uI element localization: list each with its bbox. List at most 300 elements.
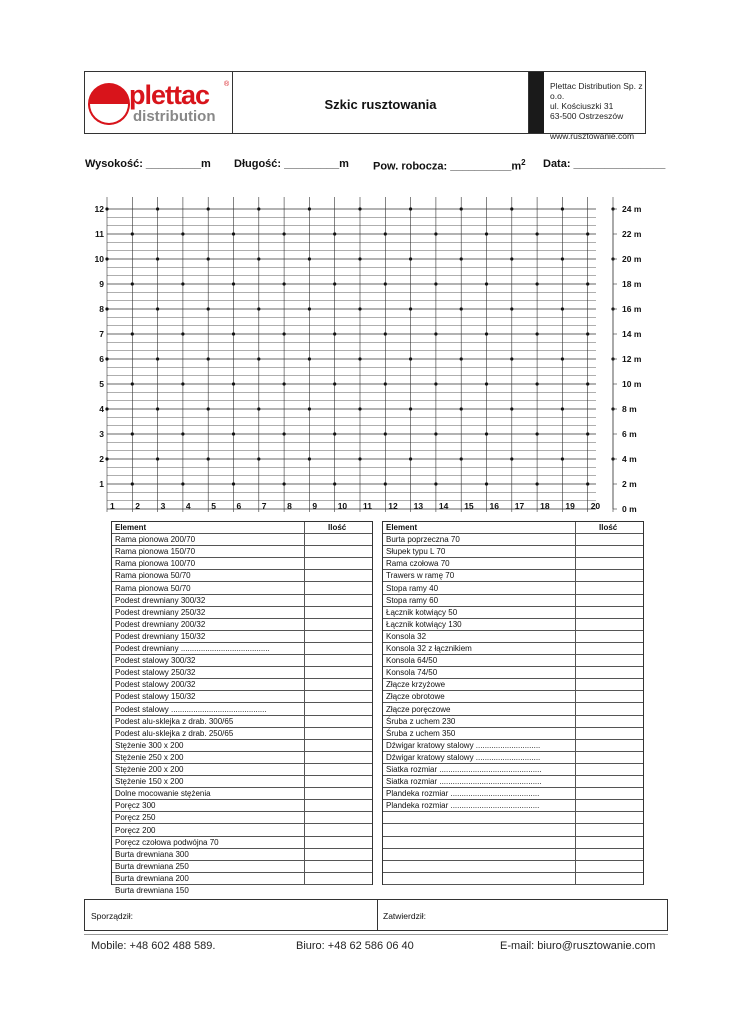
grid-node-dot xyxy=(485,282,488,285)
elements-table-right xyxy=(382,521,644,885)
grid-node-dot xyxy=(510,457,513,460)
level-label-left: 7 xyxy=(99,329,104,339)
grid-node-dot xyxy=(105,257,108,260)
element-name: Trawers w ramę 70 xyxy=(386,571,455,581)
table-row xyxy=(383,885,643,897)
table-row xyxy=(383,704,643,716)
grid-node-dot xyxy=(181,482,184,485)
column-label-bottom: 5 xyxy=(211,501,216,511)
grid-node-dot xyxy=(257,457,260,460)
column-label-bottom: 4 xyxy=(185,501,191,511)
column-header-quantity: Ilość xyxy=(328,523,347,532)
table-row xyxy=(112,873,372,885)
table-row xyxy=(112,740,372,752)
grid-node-dot xyxy=(536,282,539,285)
table-row xyxy=(383,546,643,558)
grid-node-dot xyxy=(434,382,437,385)
grid-node-dot xyxy=(105,357,108,360)
grid-node-dot xyxy=(409,207,412,210)
element-name: Burta poprzeczna 70 xyxy=(386,535,460,545)
table-row xyxy=(112,607,372,619)
table-row xyxy=(112,643,372,655)
height-label-right: 8 m xyxy=(622,404,637,414)
table-row xyxy=(112,655,372,667)
grid-node-dot xyxy=(358,207,361,210)
grid-node-dot xyxy=(131,382,134,385)
grid-node-dot xyxy=(333,282,336,285)
area-field-label: Pow. robocza: __________m xyxy=(373,160,522,173)
grid-node-dot xyxy=(131,482,134,485)
column-header-quantity: Ilość xyxy=(599,523,618,532)
table-row xyxy=(383,534,643,546)
grid-node-dot xyxy=(131,282,134,285)
column-label-bottom: 18 xyxy=(540,501,550,511)
column-label-bottom: 3 xyxy=(160,501,166,511)
grid-node-dot xyxy=(232,332,235,335)
column-label-bottom: 13 xyxy=(413,501,424,511)
grid-node-dot xyxy=(181,282,184,285)
element-name: Burta drewniana 300 xyxy=(115,849,189,859)
date-field[interactable]: Data: _______________ xyxy=(543,158,666,170)
grid-node-dot xyxy=(308,457,311,460)
element-name: Poręcz czołowa podwójna 70 xyxy=(115,837,219,847)
table-row xyxy=(112,788,372,800)
element-name: Stopa ramy 60 xyxy=(386,595,439,605)
element-name: Poręcz 200 xyxy=(115,825,156,835)
grid-node-dot xyxy=(384,382,387,385)
grid-node-dot xyxy=(586,332,589,335)
column-label-bottom: 7 xyxy=(261,501,267,511)
element-name: Dolne mocowanie stężenia xyxy=(115,789,211,799)
grid-node-dot xyxy=(358,257,361,260)
grid-node-dot xyxy=(586,432,589,435)
grid-node-dot xyxy=(460,457,463,460)
element-name: Podest drewniany 250/32 xyxy=(115,607,206,617)
grid-node-dot xyxy=(409,357,412,360)
grid-node-dot xyxy=(232,432,235,435)
grid-node-dot xyxy=(283,382,286,385)
height-label-right: 18 m xyxy=(622,279,642,289)
column-label-bottom: 16 xyxy=(489,501,499,511)
height-label-right: 12 m xyxy=(622,354,642,364)
table-row xyxy=(383,728,643,740)
table-row xyxy=(112,861,372,873)
table-row xyxy=(383,655,643,667)
grid-node-dot xyxy=(257,207,260,210)
grid-node-dot xyxy=(131,232,134,235)
grid-node-dot xyxy=(510,207,513,210)
element-name: Podest drewniany ........................................ xyxy=(115,644,270,653)
column-label-bottom: 1 xyxy=(110,501,115,511)
table-row xyxy=(112,728,372,740)
height-label-right: 16 m xyxy=(622,304,642,314)
grid-node-dot xyxy=(105,457,108,460)
grid-node-dot xyxy=(156,457,159,460)
grid-node-dot xyxy=(232,282,235,285)
level-label-left: 1 xyxy=(99,479,104,489)
element-name: Podest drewniany 300/32 xyxy=(115,595,206,605)
logo xyxy=(85,72,233,133)
grid-node-dot xyxy=(131,432,134,435)
grid-node-dot xyxy=(232,382,235,385)
grid-node-dot xyxy=(485,432,488,435)
grid-node-dot xyxy=(434,482,437,485)
grid-node-dot xyxy=(561,357,564,360)
level-label-left: 6 xyxy=(99,354,104,364)
table-row xyxy=(112,558,372,570)
grid-node-dot xyxy=(485,332,488,335)
table-row xyxy=(112,667,372,679)
element-name: Podest stalowy 200/32 xyxy=(115,680,196,690)
grid-node-dot xyxy=(207,207,210,210)
element-name: Stopa ramy 40 xyxy=(386,583,439,593)
grid-node-dot xyxy=(536,482,539,485)
element-name: Podest drewniany 200/32 xyxy=(115,619,206,629)
header-accent-bar xyxy=(529,72,544,133)
grid-node-dot xyxy=(409,307,412,310)
table-row xyxy=(112,570,372,582)
table-row xyxy=(383,558,643,570)
table-row xyxy=(112,776,372,788)
table-row xyxy=(112,825,372,837)
grid-node-dot xyxy=(434,232,437,235)
table-row xyxy=(112,534,372,546)
grid-node-dot xyxy=(207,257,210,260)
table-row xyxy=(112,849,372,861)
grid-node-dot xyxy=(460,207,463,210)
grid-node-dot xyxy=(105,407,108,410)
table-row xyxy=(383,764,643,776)
element-name: Poręcz 250 xyxy=(115,813,156,823)
grid-node-dot xyxy=(308,307,311,310)
level-label-left: 3 xyxy=(99,429,104,439)
grid-node-dot xyxy=(586,282,589,285)
grid-node-dot xyxy=(510,257,513,260)
table-row xyxy=(112,752,372,764)
table-row xyxy=(112,800,372,812)
element-name: Burta drewniana 150 xyxy=(115,886,189,895)
element-name: Plandeka rozmiar ........................................ xyxy=(386,789,540,799)
grid-node-dot xyxy=(257,407,260,410)
height-label-right: 0 m xyxy=(622,504,637,514)
table-row xyxy=(383,776,643,788)
document-title: Szkic rusztowania xyxy=(324,97,437,112)
element-name: Podest stalowy 300/32 xyxy=(115,656,196,666)
grid-node-dot xyxy=(611,257,614,260)
grid-node-dot xyxy=(485,382,488,385)
grid-node-dot xyxy=(181,432,184,435)
level-label-left: 2 xyxy=(99,454,104,464)
document-header xyxy=(84,71,646,141)
logo-sub-text: distribution xyxy=(133,108,216,125)
element-name: Podest stalowy 150/32 xyxy=(115,692,196,702)
column-label-bottom: 8 xyxy=(287,501,292,511)
area-field[interactable] xyxy=(373,158,526,173)
grid-node-dot xyxy=(434,332,437,335)
footer-office: Biuro: +48 62 586 06 40 xyxy=(296,940,414,952)
signature-divider xyxy=(377,900,378,930)
grid-node-dot xyxy=(333,432,336,435)
element-name: Rama pionowa 50/70 xyxy=(115,571,191,581)
grid-node-dot xyxy=(561,207,564,210)
grid-node-dot xyxy=(333,482,336,485)
element-name: Słupek typu L 70 xyxy=(386,547,446,557)
grid-node-dot xyxy=(358,357,361,360)
grid-node-dot xyxy=(358,457,361,460)
quantity-column-divider xyxy=(575,522,576,884)
company-website: www.rusztowanie.com xyxy=(550,131,635,141)
company-city: 63-500 Ostrzeszów xyxy=(550,111,624,121)
level-label-left: 12 xyxy=(94,204,104,214)
grid-node-dot xyxy=(207,307,210,310)
table-header-row xyxy=(383,522,643,534)
grid-node-dot xyxy=(510,307,513,310)
logo-registered: ® xyxy=(224,81,230,88)
grid-node-dot xyxy=(308,407,311,410)
grid-node-dot xyxy=(283,232,286,235)
grid-node-dot xyxy=(561,407,564,410)
grid-node-dot xyxy=(131,332,134,335)
element-name: Śruba z uchem 350 xyxy=(386,728,456,738)
grid-node-dot xyxy=(485,232,488,235)
table-row xyxy=(383,583,643,595)
column-label-bottom: 15 xyxy=(464,501,474,511)
height-label-right: 22 m xyxy=(622,229,642,239)
element-name: Złącze krzyżowe xyxy=(386,680,446,690)
grid-node-dot xyxy=(283,332,286,335)
grid-node-dot xyxy=(156,257,159,260)
height-label-right: 2 m xyxy=(622,479,637,489)
grid-node-dot xyxy=(156,357,159,360)
footer-divider xyxy=(84,934,668,935)
grid-node-dot xyxy=(333,232,336,235)
element-name: Konsola 74/50 xyxy=(386,668,438,678)
grid-node-dot xyxy=(485,482,488,485)
column-label-bottom: 20 xyxy=(590,501,601,511)
element-name: Siatka rozmiar .............................................. xyxy=(386,765,542,774)
grid-node-dot xyxy=(586,482,589,485)
grid-node-dot xyxy=(156,307,159,310)
table-row xyxy=(383,595,643,607)
element-name: Burta drewniana 200 xyxy=(115,873,189,883)
grid-node-dot xyxy=(207,357,210,360)
table-row xyxy=(383,752,643,764)
grid-node-dot xyxy=(384,432,387,435)
table-row xyxy=(112,546,372,558)
grid-node-dot xyxy=(232,232,235,235)
grid-node-dot xyxy=(358,407,361,410)
element-name: Podest stalowy ........................................... xyxy=(115,704,267,714)
level-label-left: 5 xyxy=(99,379,104,389)
column-header-element: Element xyxy=(386,523,418,532)
grid-node-dot xyxy=(561,457,564,460)
table-row xyxy=(112,679,372,691)
grid-node-dot xyxy=(611,357,614,360)
table-row xyxy=(112,837,372,849)
grid-node-dot xyxy=(460,257,463,260)
grid-node-dot xyxy=(333,382,336,385)
table-row xyxy=(383,679,643,691)
grid-node-dot xyxy=(105,307,108,310)
grid-node-dot xyxy=(460,407,463,410)
element-name: Podest drewniany 150/32 xyxy=(115,631,206,641)
table-row xyxy=(112,619,372,631)
element-name: Rama pionowa 50/70 xyxy=(115,583,191,593)
column-header-element: Element xyxy=(115,523,147,532)
element-name: Stężenie 250 x 200 xyxy=(115,752,184,762)
footer-email: E-mail: biuro@rusztowanie.com xyxy=(500,940,656,952)
table-row xyxy=(383,849,643,861)
grid-node-dot xyxy=(156,407,159,410)
grid-node-dot xyxy=(434,432,437,435)
table-row xyxy=(112,631,372,643)
column-label-bottom: 9 xyxy=(312,501,318,511)
element-name: Rama czołowa 70 xyxy=(386,559,450,569)
table-row xyxy=(383,861,643,873)
element-name: Plandeka rozmiar ........................................ xyxy=(386,801,540,811)
element-name: Złącze obrotowe xyxy=(386,692,445,702)
grid-node-dot xyxy=(611,407,614,410)
grid-node-dot xyxy=(257,357,260,360)
element-name: Rama pionowa 200/70 xyxy=(115,535,196,545)
element-name: Konsola 32 z łącznikiem xyxy=(386,644,472,653)
column-label-bottom: 17 xyxy=(514,501,525,511)
grid-node-dot xyxy=(181,232,184,235)
height-field[interactable]: Wysokość: _________m xyxy=(85,158,211,170)
grid-node-dot xyxy=(181,332,184,335)
column-label-bottom: 12 xyxy=(388,501,398,511)
grid-node-dot xyxy=(611,307,614,310)
grid-node-dot xyxy=(283,432,286,435)
table-row xyxy=(112,595,372,607)
approved-by-label: Zatwierdził: xyxy=(383,911,426,921)
column-label-bottom: 6 xyxy=(236,501,242,511)
element-name: Śruba z uchem 230 xyxy=(386,716,456,726)
table-row xyxy=(383,788,643,800)
table-row xyxy=(383,740,643,752)
grid-node-dot xyxy=(510,407,513,410)
element-name: Konsola 32 xyxy=(386,631,427,641)
logo-main-text: plettac xyxy=(129,80,210,110)
column-label-bottom: 2 xyxy=(135,501,141,511)
table-row xyxy=(383,607,643,619)
company-street: ul. Kościuszki 31 xyxy=(550,101,614,111)
table-row xyxy=(112,812,372,824)
element-name: Stężenie 150 x 200 xyxy=(115,777,184,787)
grid-node-dot xyxy=(207,407,210,410)
grid-node-dot xyxy=(384,332,387,335)
grid-node-dot xyxy=(358,307,361,310)
table-row xyxy=(112,704,372,716)
prepared-by-label: Sporządził: xyxy=(91,911,134,921)
element-name: Stężenie 200 x 200 xyxy=(115,765,184,774)
quantity-column-divider xyxy=(304,522,305,884)
table-header-row xyxy=(112,522,372,534)
height-label-right: 14 m xyxy=(622,329,642,339)
grid-node-dot xyxy=(232,482,235,485)
column-label-bottom: 14 xyxy=(438,501,449,511)
grid-node-dot xyxy=(333,332,336,335)
grid-node-dot xyxy=(283,482,286,485)
grid-node-dot xyxy=(156,207,159,210)
element-name: Łącznik kotwiący 50 xyxy=(386,607,458,617)
element-name: Podest alu-sklejka z drab. 300/65 xyxy=(115,716,234,726)
company-name: Plettac Distribution Sp. z o.o. xyxy=(550,81,643,101)
grid-node-dot xyxy=(611,457,614,460)
element-name: Dźwigar kratowy stalowy ............................. xyxy=(386,740,541,750)
grid-node-dot xyxy=(384,482,387,485)
grid-node-dot xyxy=(308,257,311,260)
company-info xyxy=(550,81,645,141)
element-name: Łącznik kotwiący 130 xyxy=(386,619,462,629)
element-name: Poręcz 300 xyxy=(115,801,156,811)
grid-node-dot xyxy=(536,332,539,335)
table-row xyxy=(383,825,643,837)
grid-node-dot xyxy=(460,307,463,310)
level-label-left: 10 xyxy=(94,254,104,264)
grid-node-dot xyxy=(283,282,286,285)
table-row xyxy=(112,885,372,897)
table-row xyxy=(383,812,643,824)
grid-node-dot xyxy=(409,257,412,260)
element-name: Złącze poręczowe xyxy=(386,704,451,714)
element-name: Rama pionowa 100/70 xyxy=(115,559,196,569)
column-label-bottom: 10 xyxy=(337,501,348,511)
element-name: Burta drewniana 250 xyxy=(115,861,189,871)
grid-node-dot xyxy=(536,432,539,435)
grid-node-dot xyxy=(611,207,614,210)
level-label-left: 8 xyxy=(99,304,104,314)
table-row xyxy=(383,570,643,582)
table-row xyxy=(112,691,372,703)
height-label-right: 4 m xyxy=(622,454,637,464)
grid-node-dot xyxy=(536,232,539,235)
grid-node-dot xyxy=(434,282,437,285)
height-label-right: 24 m xyxy=(622,204,642,214)
length-field[interactable]: Długość: _________m xyxy=(234,158,349,170)
grid-node-dot xyxy=(207,457,210,460)
title-cell xyxy=(233,72,529,133)
column-label-bottom: 11 xyxy=(363,501,372,511)
grid-node-dot xyxy=(308,357,311,360)
grid-node-dot xyxy=(561,257,564,260)
grid-node-dot xyxy=(181,382,184,385)
logo-mark-icon xyxy=(88,83,130,125)
grid-node-dot xyxy=(409,457,412,460)
grid-node-dot xyxy=(510,357,513,360)
grid-node-dot xyxy=(384,232,387,235)
table-row xyxy=(383,619,643,631)
area-unit-sup: 2 xyxy=(521,158,526,167)
table-row xyxy=(112,764,372,776)
grid-node-dot xyxy=(409,407,412,410)
grid-node-dot xyxy=(536,382,539,385)
level-label-left: 4 xyxy=(99,404,104,414)
element-name: Siatka rozmiar .............................................. xyxy=(386,777,542,787)
element-name: Stężenie 300 x 200 xyxy=(115,740,184,750)
grid-node-dot xyxy=(561,307,564,310)
elements-table-left xyxy=(111,521,373,895)
grid-node-dot xyxy=(257,257,260,260)
grid-node-dot xyxy=(586,382,589,385)
element-name: Dźwigar kratowy stalowy ............................. xyxy=(386,752,541,762)
table-row xyxy=(383,716,643,728)
height-label-right: 20 m xyxy=(622,254,642,264)
table-row xyxy=(383,691,643,703)
grid-node-dot xyxy=(460,357,463,360)
height-label-right: 6 m xyxy=(622,429,637,439)
level-label-left: 9 xyxy=(99,279,104,289)
